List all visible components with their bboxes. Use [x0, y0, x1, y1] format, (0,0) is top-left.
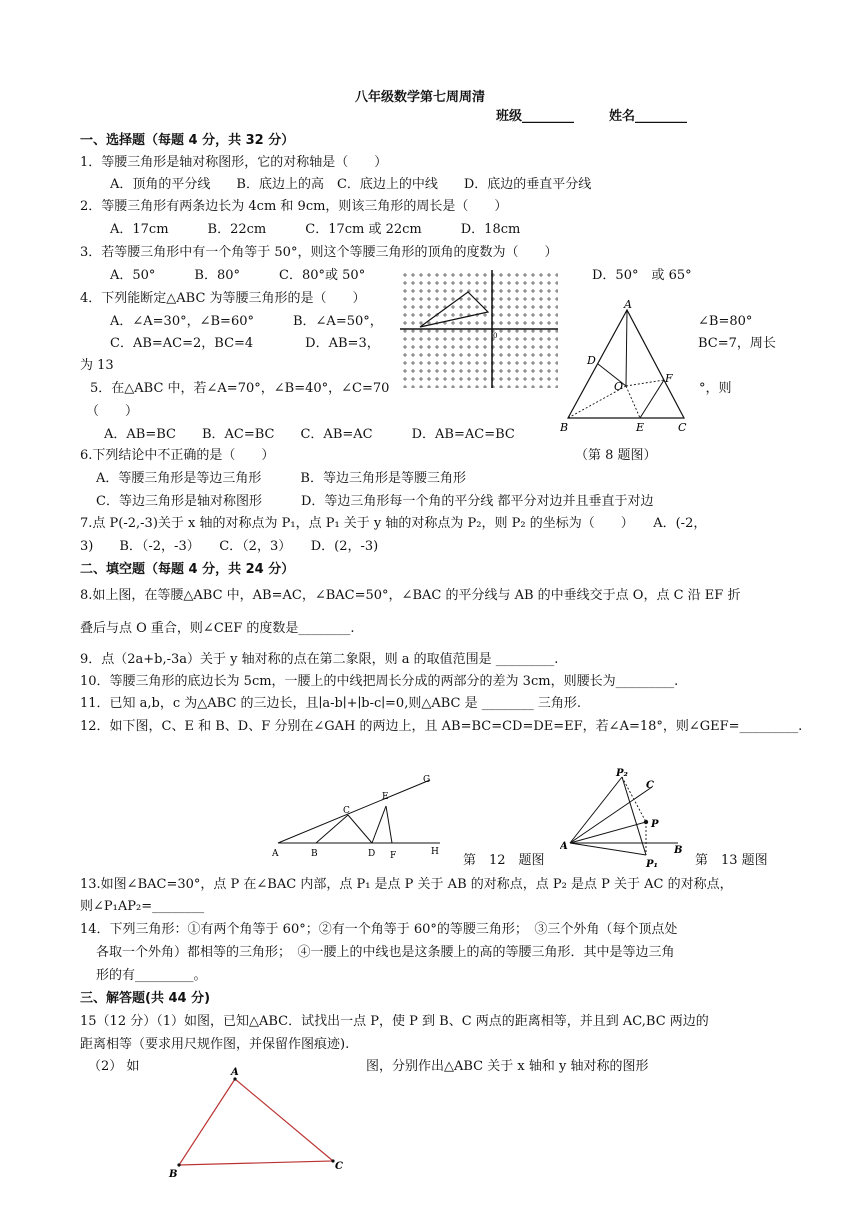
name-label: 姓名________	[609, 109, 688, 124]
fig12-label-G: G	[423, 775, 431, 785]
fig12-label-B: B	[311, 849, 318, 859]
fig8-label-A: A	[624, 298, 632, 311]
fig12-label-F: F	[390, 851, 397, 861]
q13-line1: 13.如图∠BAC=30°，点 P 在∠BAC 内部，点 P₁ 是点 P 关于 AB 的对称点，点 P₂ 是点 P 关于 AC 的对称点，	[80, 877, 733, 892]
fig13-label-P1: P₁	[646, 859, 658, 869]
q4-line2: C．AB=AC=2，BC=4 D．AB=3，	[110, 336, 380, 351]
q2-stem: 2．等腰三角形有两条边长为 4cm 和 9cm，则该三角形的周长是（ ）	[80, 199, 508, 214]
q8-line1: 8.如上图，在等腰△ABC 中，AB=AC，∠BAC=50°，∠BAC 的平分线与 AB 的中垂线交于点 O，点 C 沿 EF 折	[80, 588, 741, 603]
fig12-label-E: E	[382, 792, 389, 802]
q14-line1: 14．下列三角形：①有两个角等于 60°；②有一个角等于 60°的等腰三角形； ③三个外角（每个顶点处	[80, 922, 678, 937]
fig8-label-D: D	[587, 354, 596, 367]
q5-stem-tail: °，则	[699, 381, 732, 396]
fig13-label-A: A	[560, 841, 568, 852]
q5-options: A．AB=BC B．AC=BC C．AB=AC D．AB=AC=BC	[104, 427, 515, 442]
q6-stem: 6.下列结论中不正确的是（ ）	[80, 448, 275, 463]
fig12-label-D: D	[368, 849, 376, 859]
fig8-label-C: C	[678, 421, 687, 434]
q7-line2: 3) B．（-2，-3） C．（2，3） D．(2，-3)	[80, 539, 379, 554]
fig13-label-P2: P₂	[616, 768, 628, 779]
q11: 11．已知 a,b，c 为△ABC 的三边长，且∣a-b∣+∣b-c∣=0,则△ABC 是 ________ 三角形.	[80, 696, 581, 711]
q1-stem: 1．等腰三角形是轴对称图形，它的对称轴是（ ）	[80, 155, 388, 170]
q5-paren: （ ）	[86, 404, 139, 419]
fig15-label-B: B	[169, 1169, 178, 1180]
q5-stem: 5．在△ABC 中，若∠A=70°，∠B=40°，∠C=70	[90, 381, 390, 396]
fig8-label-F: F	[665, 372, 673, 385]
q15-line3a: （2） 如	[88, 1059, 140, 1074]
q6-options-ab: A．等腰三角形是等边三角形 B．等边三角形是等腰三角形	[96, 471, 466, 486]
fig15-label-C: C	[335, 1161, 343, 1172]
q7-line1: 7.点 P(-2,-3)关于 x 轴的对称点为 P₁，点 P₁ 关于 y 轴的对称点为 P₂，则 P₂ 的坐标为（ ） A．(-2，	[80, 516, 707, 531]
q4-line1: A．∠A=30°，∠B=60° B．∠A=50°，	[110, 314, 383, 329]
section-heading-fill: 二、填空题（每题 4 分，共 24 分）	[80, 562, 295, 577]
fig12-label-A: A	[272, 849, 279, 859]
q13-line2: 则∠P₁AP₂=________	[80, 899, 205, 914]
q2-options: A．17cm B．22cm C．17cm 或 22cm D．18cm	[110, 222, 521, 237]
q1-options: A．顶角的平分线 B．底边上的高 C．底边上的中线 D．底边的垂直平分线	[110, 177, 592, 192]
q4-line3: 为 13	[80, 358, 114, 373]
fig12-label-C: C	[343, 806, 350, 816]
section-heading-choice: 一、选择题（每题 4 分，共 32 分）	[80, 133, 295, 148]
fig8-caption: （第 8 题图）	[575, 448, 657, 463]
q9: 9．点（2a+b,-3a）关于 y 轴对称的点在第二象限，则 a 的取值范围是 _________.	[80, 652, 559, 667]
q15-line2: 距离相等（要求用尺规作图，并保留作图痕迹).	[80, 1037, 350, 1052]
q8-line2: 叠后与点 O 重合，则∠CEF 的度数是________.	[80, 621, 355, 636]
fig13-label-B: B	[674, 845, 683, 856]
q3-stem: 3．若等腰三角形中有一个角等于 50°，则这个等腰三角形的顶角的度数为（ ）	[80, 245, 558, 260]
page-title: 八年级数学第七周周清	[355, 90, 486, 105]
figure-13	[560, 765, 690, 869]
figure-8	[560, 298, 700, 438]
section-heading-answer: 三、解答题(共 44 分)	[80, 991, 211, 1006]
fig12-label-H: H	[431, 847, 439, 857]
q4-line1-tail: ∠B=80°	[698, 314, 753, 329]
figure-15-triangle	[165, 1065, 355, 1183]
q15-line1: 15（12 分）（1）如图，已知△ABC．试找出一点 P，使 P 到 B、C 两点的距离相等，并且到 AC,BC 两边的	[80, 1014, 709, 1029]
q4-stem: 4．下列能断定△ABC 为等腰三角形的是（ ）	[80, 291, 366, 306]
fig13-label-P: P	[651, 819, 659, 830]
fig13-label-C: C	[646, 780, 654, 791]
figure-12	[268, 770, 453, 862]
q14-line3: 形的有_________。	[96, 968, 207, 983]
q10: 10．等腰三角形的底边长为 5cm，一腰上的中线把周长分成的两部分的差为 3cm，则腰长为_________.	[80, 674, 679, 689]
q4-line2-tail: BC=7，周长	[698, 336, 776, 351]
q15-line3b: 图，分别作出△ABC 关于 x 轴和 y 轴对称的图形	[366, 1059, 649, 1074]
coordinate-grid-figure	[400, 270, 558, 388]
class-label: 班级________	[496, 109, 575, 124]
q14-line2: 各取一个外角）都相等的三角形； ④一腰上的中线也是这条腰上的高的等腰三角形．其中是等边三角	[96, 945, 675, 960]
q3-option-d: D．50° 或 65°	[592, 268, 692, 283]
fig8-label-O: O	[614, 380, 624, 393]
fig8-label-B: B	[560, 421, 569, 434]
fig13-caption: 第 13 题图	[695, 853, 768, 868]
q3-options: A．50° B．80° C．80°或 50°	[110, 268, 366, 283]
q6-options-cd: C．等边三角形是轴对称图形 D．等边三角形每一个角的平分线 都平分对边并且垂直于对边	[96, 494, 654, 509]
fig12-caption: 第 12 题图	[463, 853, 545, 868]
q12: 12．如下图，C、E 和 B、D、F 分别在∠GAH 的两边上，且 AB=BC=CD=DE=EF，若∠A=18°，则∠GEF=_________.	[80, 719, 803, 734]
fig8-label-E: E	[636, 421, 645, 434]
grid-triangle	[420, 292, 488, 327]
fig15-label-A: A	[231, 1067, 239, 1078]
svg-text:0: 0	[493, 332, 498, 340]
